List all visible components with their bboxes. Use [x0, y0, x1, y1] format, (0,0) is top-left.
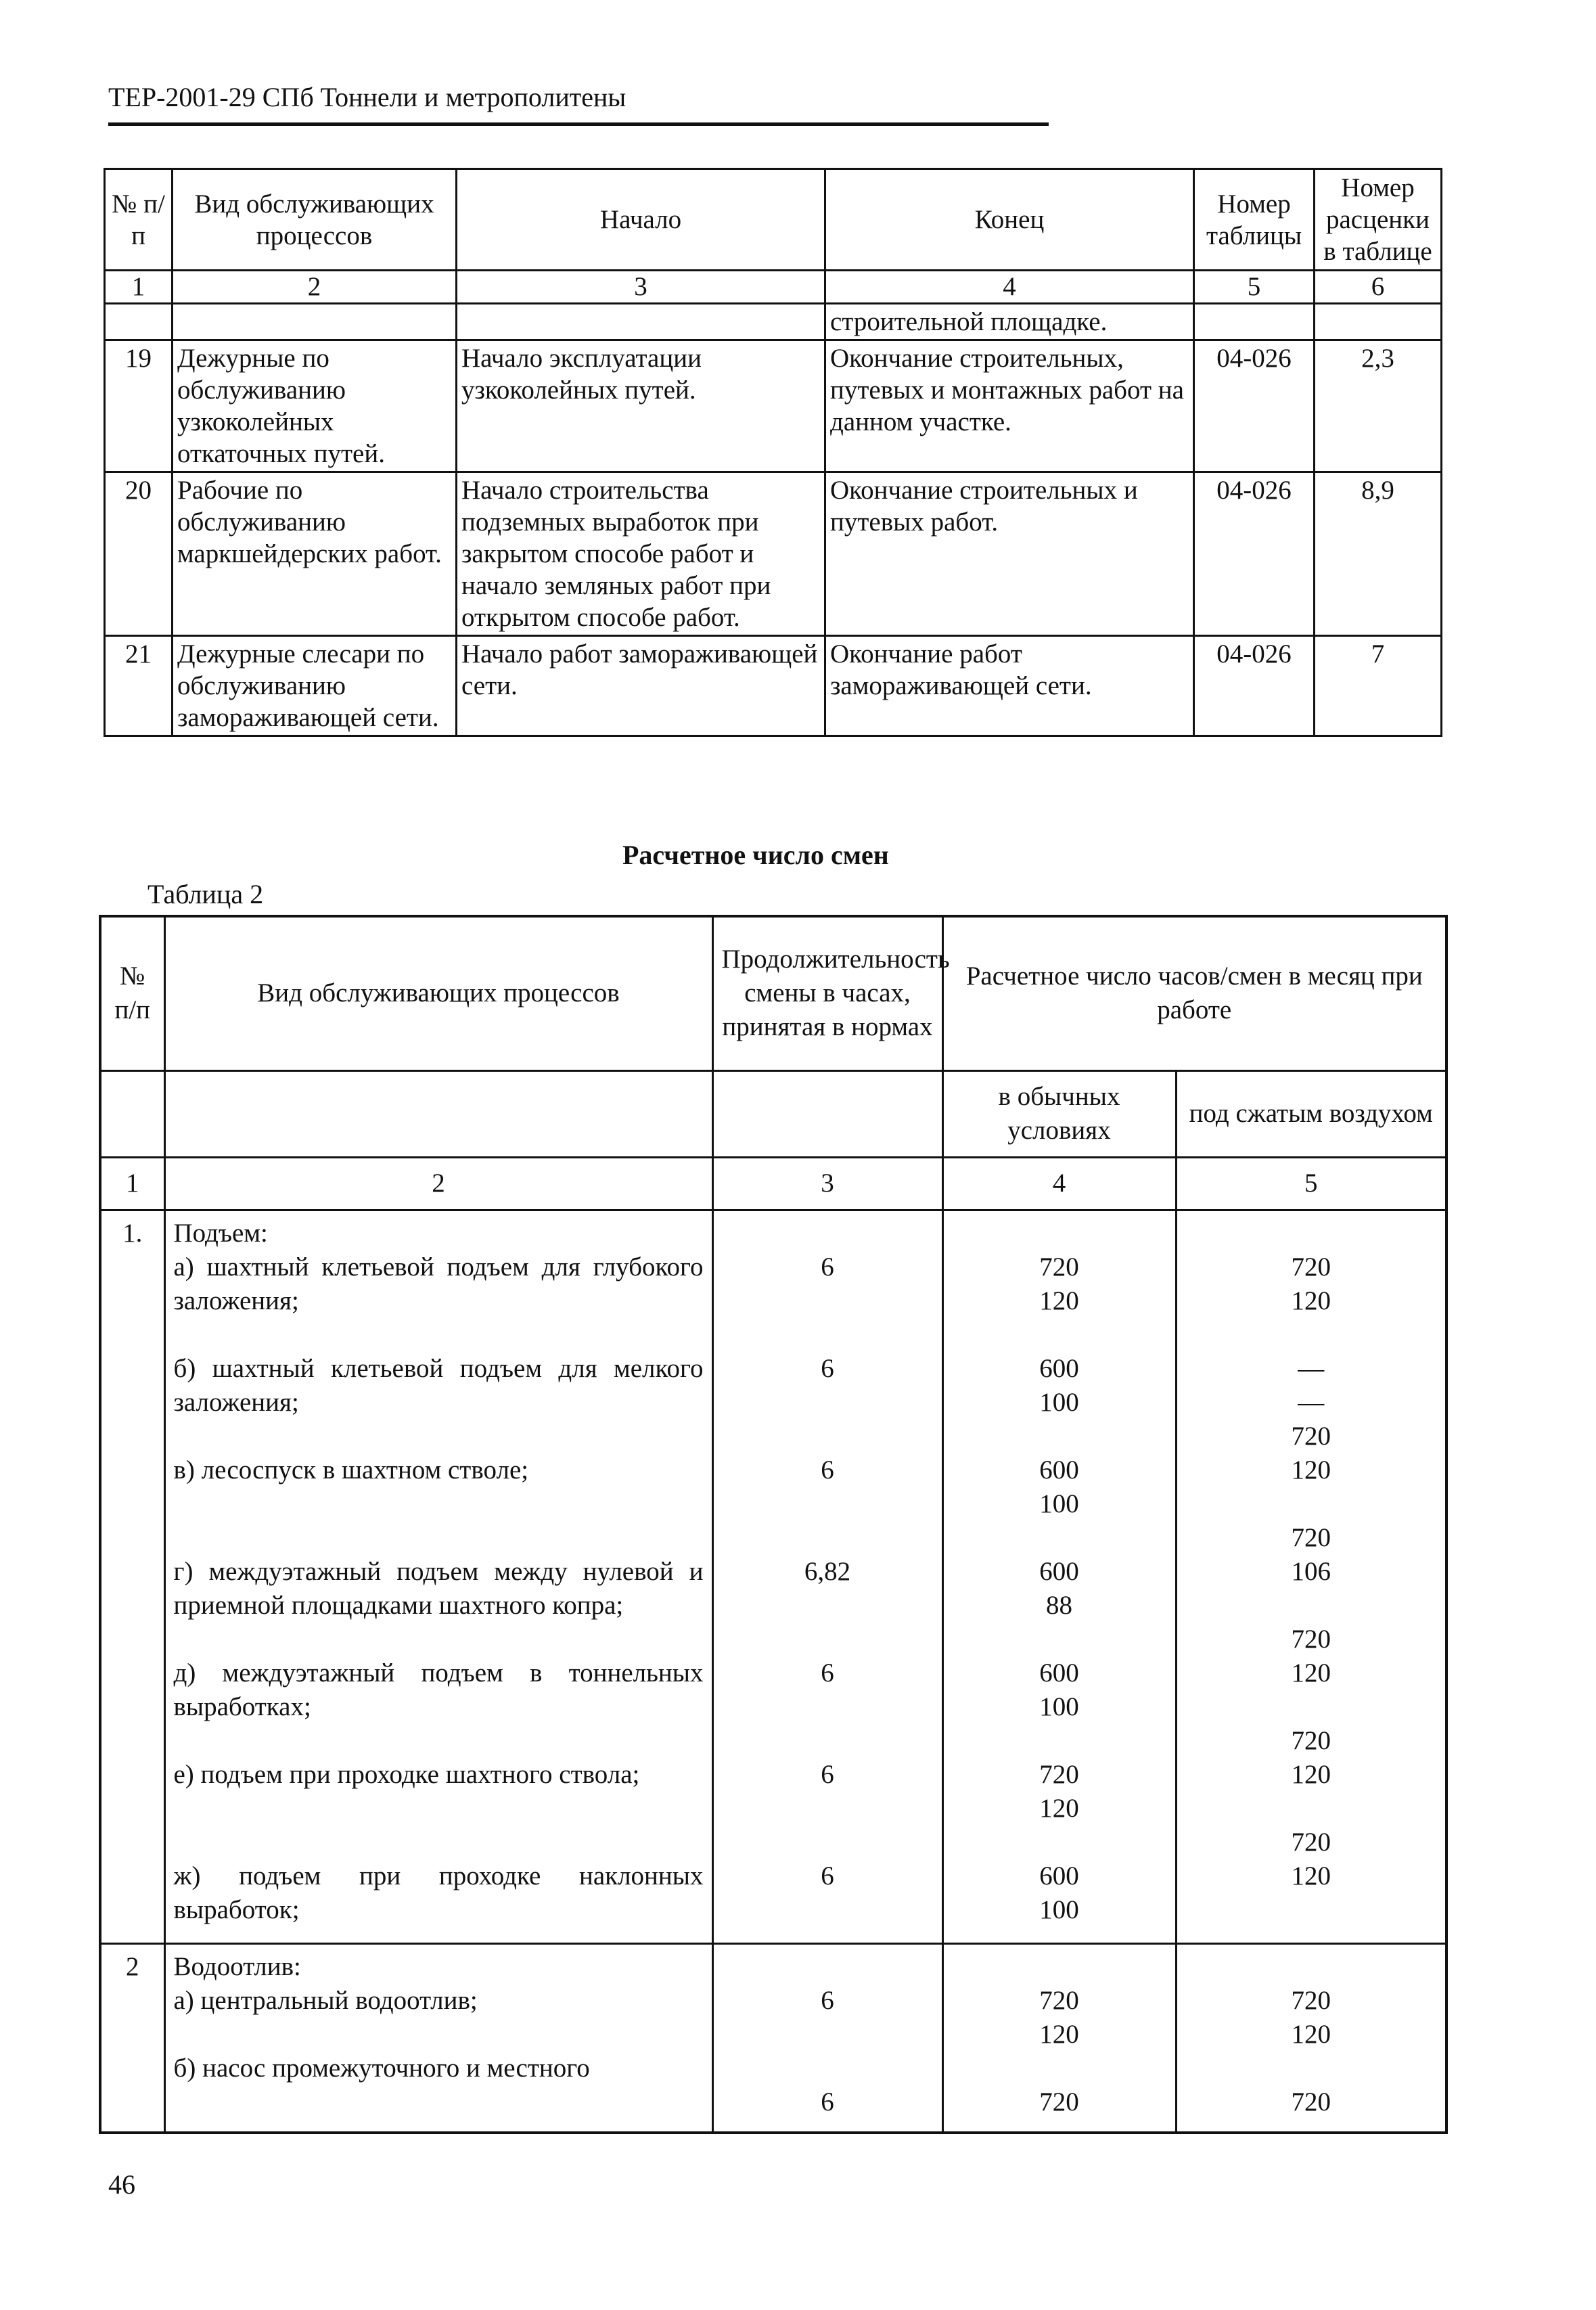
duration-value: 6 [821, 1252, 834, 1282]
row-rate-no: 7 [1315, 636, 1442, 736]
t2-header-num: № п/п [100, 916, 164, 1070]
row-start: Начало эксплуатации узкоколейных путей. [457, 340, 825, 472]
t1-colnum: 5 [1194, 271, 1315, 304]
normal-value: 720 120 [1039, 1759, 1079, 1823]
row-process: Дежурные слесари по обслуживанию замораживающей сети. [173, 636, 457, 736]
duration-cell [712, 1210, 942, 1943]
t1-header-end: Конец [825, 169, 1194, 271]
normal-value: 720 120 [1039, 1252, 1079, 1315]
row-start: Начало строительства подземных выработок при закрытом способе работ и начало земляных работ при открытом способе работ. [457, 472, 825, 636]
row-rate-no: 8,9 [1315, 472, 1442, 636]
list-item: б) насос промежуточного и местного [173, 2053, 590, 2083]
t2-header-calc: Расчетное число часов/смен в месяц при работе [942, 916, 1446, 1070]
group-process-cell [164, 1943, 712, 2133]
row-end: Окончание строительных, путевых и монтажных работ на данном участке. [825, 340, 1194, 472]
group-title: Подъем: [173, 1218, 268, 1248]
row-end: Окончание работ замораживающей сети. [825, 636, 1194, 736]
compressed-value: 720 106 [1291, 1522, 1331, 1586]
compressed-value: 720 120 [1291, 1421, 1331, 1485]
compressed-value: 720 120 [1291, 1624, 1331, 1688]
table-row [100, 1943, 1446, 2133]
continuation-text: строительной площадке. [825, 304, 1194, 340]
table-row [105, 340, 1442, 472]
table-row [105, 472, 1442, 636]
compressed-value: — — [1298, 1353, 1325, 1417]
t2-colnum: 5 [1176, 1157, 1446, 1210]
normal-value: 600 100 [1039, 1658, 1079, 1721]
group-num: 1. [100, 1210, 164, 1943]
page-number: 46 [108, 2169, 135, 2200]
t1-header-table-no: Номер таблицы [1194, 169, 1315, 271]
duration-value: 6 [821, 1455, 834, 1485]
table-row [105, 636, 1442, 736]
list-item: б) шахтный клетьевой подъем для мелкого заложения; [173, 1353, 704, 1417]
duration-cell [712, 1943, 942, 2133]
t1-colnum: 3 [457, 271, 825, 304]
normal-value: 720 [1039, 2087, 1079, 2116]
normal-cell [942, 1210, 1176, 1943]
group-process-cell [164, 1210, 712, 1943]
row-rate-no: 2,3 [1315, 340, 1442, 472]
list-item: е) подъем при проходке шахтного ствола; [173, 1759, 640, 1789]
group-title: Водоотлив: [173, 1951, 301, 1981]
list-item: в) лесоспуск в шахтном стволе; [173, 1455, 529, 1485]
group-num: 2 [100, 1943, 164, 2133]
page-header: ТЕР-2001-29 СПб Тоннели и метрополитены [108, 81, 1049, 126]
t2-colnum: 3 [712, 1157, 942, 1210]
shift-count-table [99, 915, 1448, 2134]
row-process: Рабочие по обслуживанию маркшейдерских работ. [173, 472, 457, 636]
duration-value: 6,82 [804, 1556, 851, 1586]
table1-continuation-row [105, 304, 1442, 340]
t2-colnum: 4 [942, 1157, 1176, 1210]
t1-colnum: 1 [105, 271, 173, 304]
row-table-no: 04-026 [1194, 472, 1315, 636]
compressed-cell [1176, 1943, 1446, 2133]
t2-header-process: Вид обслуживающих процессов [164, 916, 712, 1070]
t1-header-num: № п/п [105, 169, 173, 271]
section-title: Расчетное число смен [622, 840, 889, 870]
row-end: Окончание строительных и путевых работ. [825, 472, 1194, 636]
table-row [100, 1210, 1446, 1943]
compressed-value: 720 [1291, 2087, 1331, 2116]
table1-header-row [105, 169, 1442, 271]
t1-colnum: 6 [1315, 271, 1442, 304]
compressed-cell [1176, 1210, 1446, 1943]
duration-value: 6 [821, 2087, 834, 2116]
table2-subheader-row [100, 1070, 1446, 1157]
row-process: Дежурные по обслуживанию узкоколейных откаточных путей. [173, 340, 457, 472]
normal-value: 720 120 [1039, 1985, 1079, 2049]
list-item: д) междуэтажный подъем в тоннельных выработках; [173, 1658, 704, 1721]
compressed-value: 720 120 [1291, 1827, 1331, 1890]
normal-value: 600 100 [1039, 1353, 1079, 1417]
compressed-value: 720 120 [1291, 1252, 1331, 1315]
row-start: Начало работ замораживающей сети. [457, 636, 825, 736]
t2-header-compressed: под сжатым воздухом [1176, 1070, 1446, 1157]
normal-cell [942, 1943, 1176, 2133]
row-num: 20 [105, 472, 173, 636]
t1-header-start: Начало [457, 169, 825, 271]
duration-value: 6 [821, 1658, 834, 1688]
table1-column-numbers [105, 271, 1442, 304]
t1-header-rate-no: Номер расценки в таблице [1315, 169, 1442, 271]
list-item: а) центральный водоотлив; [173, 1985, 478, 2015]
list-item: а) шахтный клетьевой подъем для глубокого заложения; [173, 1252, 704, 1315]
normal-value: 600 100 [1039, 1455, 1079, 1518]
t2-colnum: 1 [100, 1157, 164, 1210]
t2-colnum: 2 [164, 1157, 712, 1210]
normal-value: 600 100 [1039, 1861, 1079, 1924]
table2-column-numbers [100, 1157, 1446, 1210]
duration-value: 6 [821, 1985, 834, 2015]
t2-header-normal: в обычных условиях [942, 1070, 1176, 1157]
t1-header-process: Вид обслуживающих процессов [173, 169, 457, 271]
t1-colnum: 4 [825, 271, 1194, 304]
list-item: ж) подъем при проходке наклонных выработок; [173, 1861, 704, 1924]
compressed-value: 720 120 [1291, 1725, 1331, 1789]
table-label: Таблица 2 [147, 879, 264, 909]
row-num: 19 [105, 340, 173, 472]
duration-value: 6 [821, 1759, 834, 1789]
t2-header-duration: Продолжительность смены в часах, принятая в нормах [712, 916, 942, 1070]
list-item: г) междуэтажный подъем между нулевой и приемной площадками шахтного копра; [173, 1556, 704, 1620]
table2-header-row [100, 916, 1446, 1070]
normal-value: 600 88 [1039, 1556, 1079, 1620]
t1-colnum: 2 [173, 271, 457, 304]
duration-value: 6 [821, 1861, 834, 1890]
services-table-continued [104, 168, 1442, 737]
row-table-no: 04-026 [1194, 636, 1315, 736]
duration-value: 6 [821, 1353, 834, 1383]
compressed-value: 720 120 [1291, 1985, 1331, 2049]
row-num: 21 [105, 636, 173, 736]
row-table-no: 04-026 [1194, 340, 1315, 472]
